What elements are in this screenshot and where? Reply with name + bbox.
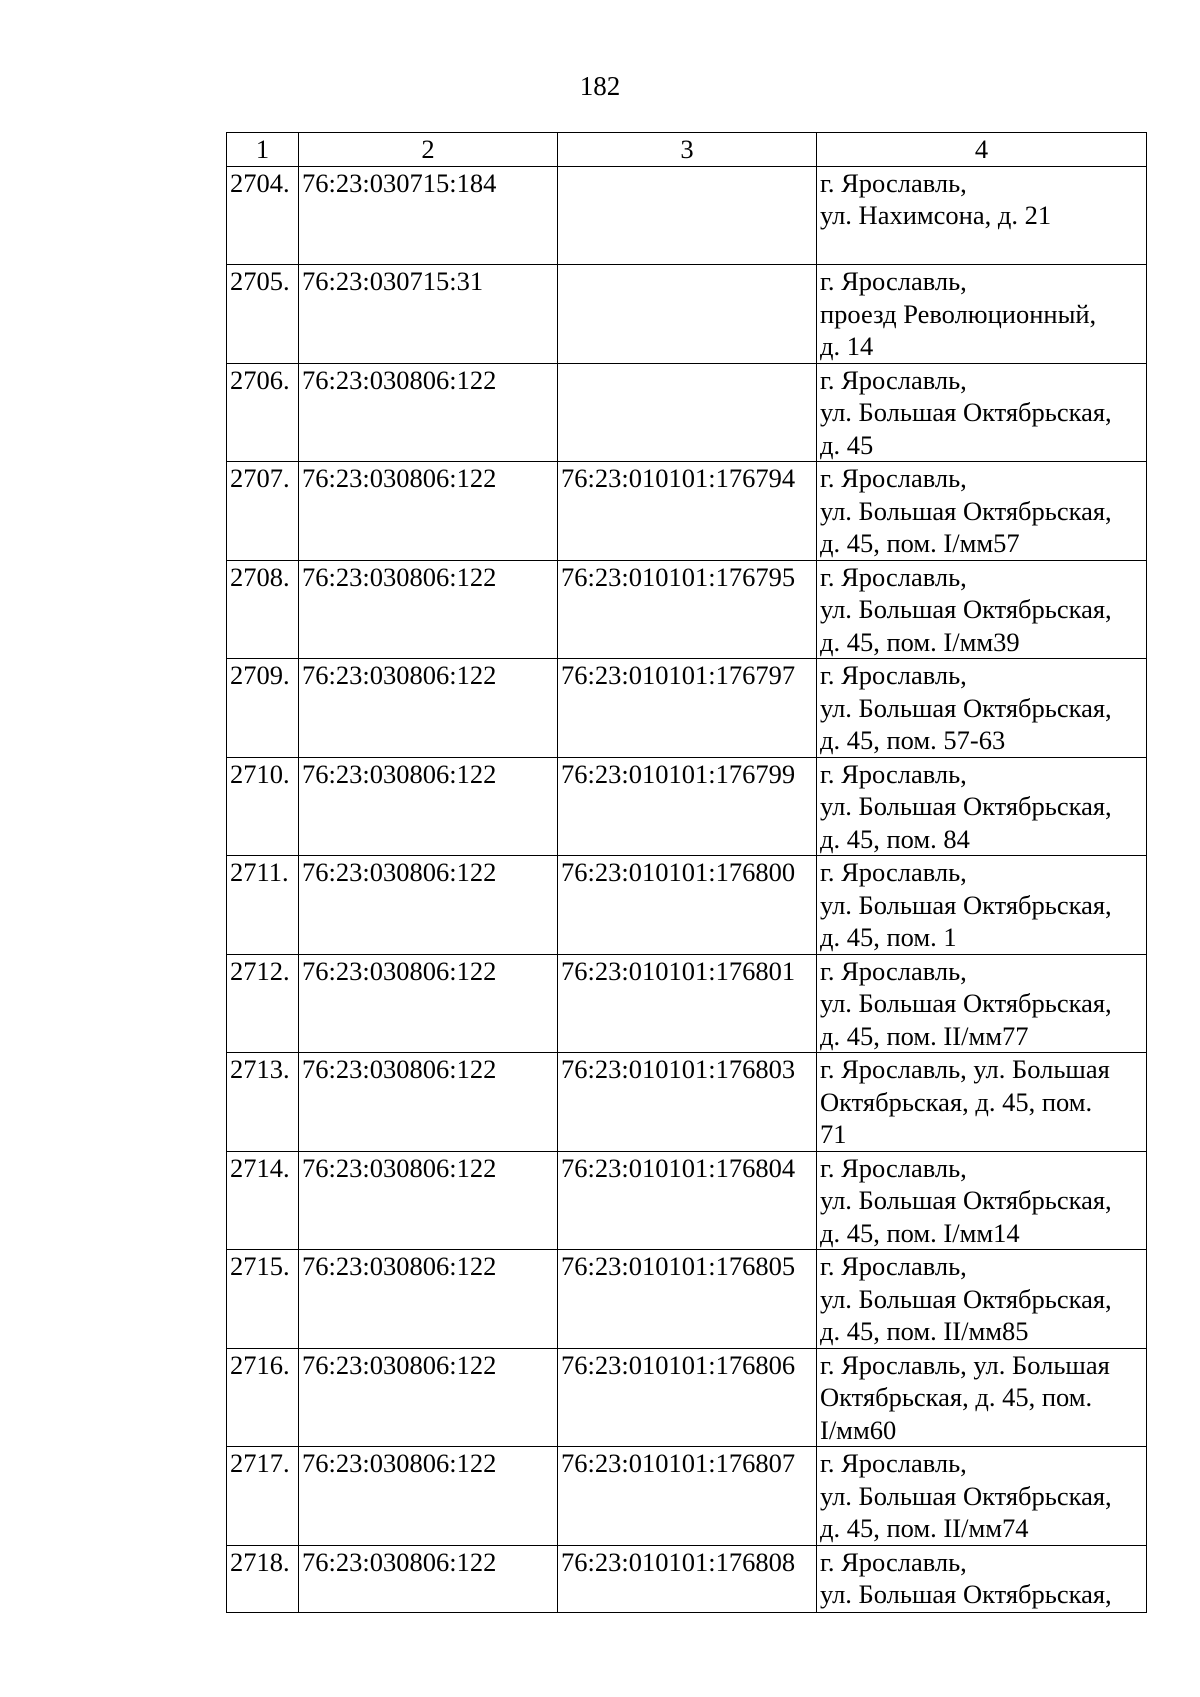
address-line: г. Ярославль, ул. Большая (820, 1054, 1110, 1084)
address-line: г. Ярославль, (820, 1448, 967, 1478)
page-number: 182 (579, 71, 621, 101)
cadastral-number-cell: 76:23:030806:122 (299, 462, 558, 561)
address-line: д. 45, пом. 84 (820, 823, 970, 854)
address-line: ул. Большая Октябрьская, (820, 1283, 1112, 1314)
address-cell (817, 1053, 1147, 1152)
address-line: ул. Большая Октябрьская, (820, 495, 1112, 526)
address-line: г. Ярославль, (820, 561, 967, 592)
column-header-3: 3 (558, 133, 817, 167)
cadastral-number-cell: 76:23:030806:122 (299, 1545, 558, 1612)
address-line: г. Ярославль, (820, 1152, 967, 1183)
address-line: д. 45, пом. I/мм14 (820, 1217, 1020, 1248)
address-line: д. 45, пом. II/мм85 (820, 1316, 1029, 1346)
address-line: г. Ярославль, (820, 857, 967, 887)
address-line: ул. Большая Октябрьская, (820, 1480, 1112, 1511)
address-cell (817, 166, 1147, 265)
address-cell (817, 1545, 1147, 1612)
address-line: ул. Большая Октябрьская, (820, 791, 1112, 821)
table-row (227, 1053, 1147, 1152)
table-row (227, 1348, 1147, 1447)
address-line: г. Ярославль, ул. Большая (820, 1349, 1110, 1380)
row-number-cell: 2708. (227, 560, 299, 659)
table-row (227, 1250, 1147, 1349)
row-number-cell: 2705. (227, 265, 299, 364)
row-number-cell: 2717. (227, 1447, 299, 1546)
address-line: ул. Нахимсона, д. 21 (820, 200, 1052, 230)
premises-number-cell: 76:23:010101:176803 (558, 1053, 817, 1152)
address-line: ул. Большая Октябрьская, (820, 692, 1112, 723)
address-line: г. Ярославль, (820, 1546, 967, 1577)
address-line: г. Ярославль, (820, 364, 967, 395)
address-line: д. 45, пом. II/мм74 (820, 1513, 1029, 1543)
address-cell (817, 1250, 1147, 1349)
table-row (227, 757, 1147, 856)
table-row (227, 856, 1147, 955)
address-line: д. 45, пом. II/мм77 (820, 1020, 1029, 1051)
table-row (227, 659, 1147, 758)
address-cell (817, 659, 1147, 758)
address-line: г. Ярославль, (820, 758, 967, 789)
address-cell (817, 1447, 1147, 1546)
table-row (227, 265, 1147, 364)
cadastral-number-cell: 76:23:030715:184 (299, 166, 558, 265)
address-cell (817, 560, 1147, 659)
address-line: д. 45, пом. I/мм39 (820, 626, 1020, 657)
address-line: д. 45 (820, 429, 874, 460)
address-line: ул. Большая Октябрьская, (820, 988, 1112, 1018)
premises-number-cell: 76:23:010101:176808 (558, 1545, 817, 1612)
premises-number-cell: 76:23:010101:176807 (558, 1447, 817, 1546)
cadastral-number-cell: 76:23:030806:122 (299, 954, 558, 1053)
table-row (227, 1447, 1147, 1546)
address-cell (817, 954, 1147, 1053)
table-row (227, 462, 1147, 561)
address-cell (817, 757, 1147, 856)
row-number-cell: 2704. (227, 166, 299, 265)
premises-number-cell (558, 265, 817, 364)
premises-number-cell: 76:23:010101:176806 (558, 1348, 817, 1447)
address-line: д. 14 (820, 331, 874, 361)
cadastral-number-cell: 76:23:030806:122 (299, 757, 558, 856)
address-line: ул. Большая Октябрьская, (820, 889, 1112, 920)
premises-number-cell: 76:23:010101:176804 (558, 1151, 817, 1250)
row-number-cell: 2718. (227, 1545, 299, 1612)
address-line: г. Ярославль, (820, 1251, 967, 1281)
header-row (227, 133, 1147, 167)
table-row (227, 1545, 1147, 1612)
row-number-cell: 2716. (227, 1348, 299, 1447)
table-row (227, 1151, 1147, 1250)
address-line: г. Ярославль, (820, 266, 967, 296)
address-cell (817, 462, 1147, 561)
table-row (227, 363, 1147, 462)
table-row (227, 954, 1147, 1053)
address-line: ул. Большая Октябрьская, (820, 1579, 1112, 1609)
cadastral-number-cell: 76:23:030806:122 (299, 856, 558, 955)
address-line: ул. Большая Октябрьская, (820, 397, 1112, 427)
address-line: д. 45, пом. 57-63 (820, 725, 1006, 755)
column-header-4: 4 (817, 133, 1147, 167)
row-number-cell: 2707. (227, 462, 299, 561)
cadastral-number-cell: 76:23:030806:122 (299, 1250, 558, 1349)
row-number-cell: 2709. (227, 659, 299, 758)
address-line: I/мм60 (820, 1414, 897, 1445)
address-line: Октябрьская, д. 45, пом. (820, 1086, 1093, 1117)
row-number-cell: 2706. (227, 363, 299, 462)
address-cell (817, 1151, 1147, 1250)
cadastral-number-cell: 76:23:030806:122 (299, 560, 558, 659)
cadastral-number-cell: 76:23:030715:31 (299, 265, 558, 364)
row-number-cell: 2711. (227, 856, 299, 955)
address-cell (817, 1348, 1147, 1447)
address-line: г. Ярославль, (820, 955, 967, 986)
registry-table (226, 132, 1147, 1613)
premises-number-cell: 76:23:010101:176800 (558, 856, 817, 955)
premises-number-cell: 76:23:010101:176795 (558, 560, 817, 659)
cadastral-number-cell: 76:23:030806:122 (299, 659, 558, 758)
address-line: д. 45, пом. I/мм57 (820, 528, 1020, 558)
address-cell (817, 856, 1147, 955)
table-header (227, 133, 1147, 167)
row-number-cell: 2714. (227, 1151, 299, 1250)
address-line: 71 (820, 1119, 847, 1149)
premises-number-cell (558, 166, 817, 265)
address-line: ул. Большая Октябрьская, (820, 1185, 1112, 1215)
cadastral-number-cell: 76:23:030806:122 (299, 1053, 558, 1152)
premises-number-cell: 76:23:010101:176794 (558, 462, 817, 561)
address-line: ул. Большая Октябрьская, (820, 594, 1112, 624)
table-row (227, 166, 1147, 265)
cadastral-number-cell: 76:23:030806:122 (299, 363, 558, 462)
row-number-cell: 2712. (227, 954, 299, 1053)
premises-number-cell: 76:23:010101:176799 (558, 757, 817, 856)
row-number-cell: 2713. (227, 1053, 299, 1152)
address-line: д. 45, пом. 1 (820, 922, 957, 952)
row-number-cell: 2715. (227, 1250, 299, 1349)
table-row (227, 560, 1147, 659)
row-number-cell: 2710. (227, 757, 299, 856)
column-header-1: 1 (227, 133, 299, 167)
cadastral-number-cell: 76:23:030806:122 (299, 1151, 558, 1250)
address-line: Октябрьская, д. 45, пом. (820, 1382, 1093, 1412)
address-line: г. Ярославль, (820, 463, 967, 493)
cadastral-number-cell: 76:23:030806:122 (299, 1348, 558, 1447)
premises-number-cell (558, 363, 817, 462)
premises-number-cell: 76:23:010101:176805 (558, 1250, 817, 1349)
address-line: г. Ярославль, (820, 167, 967, 198)
address-line: проезд Революционный, (820, 298, 1097, 329)
premises-number-cell: 76:23:010101:176797 (558, 659, 817, 758)
cadastral-number-cell: 76:23:030806:122 (299, 1447, 558, 1546)
address-cell (817, 363, 1147, 462)
address-line: г. Ярославль, (820, 660, 967, 690)
premises-number-cell: 76:23:010101:176801 (558, 954, 817, 1053)
address-cell (817, 265, 1147, 364)
column-header-2: 2 (299, 133, 558, 167)
table-body (227, 166, 1147, 1612)
